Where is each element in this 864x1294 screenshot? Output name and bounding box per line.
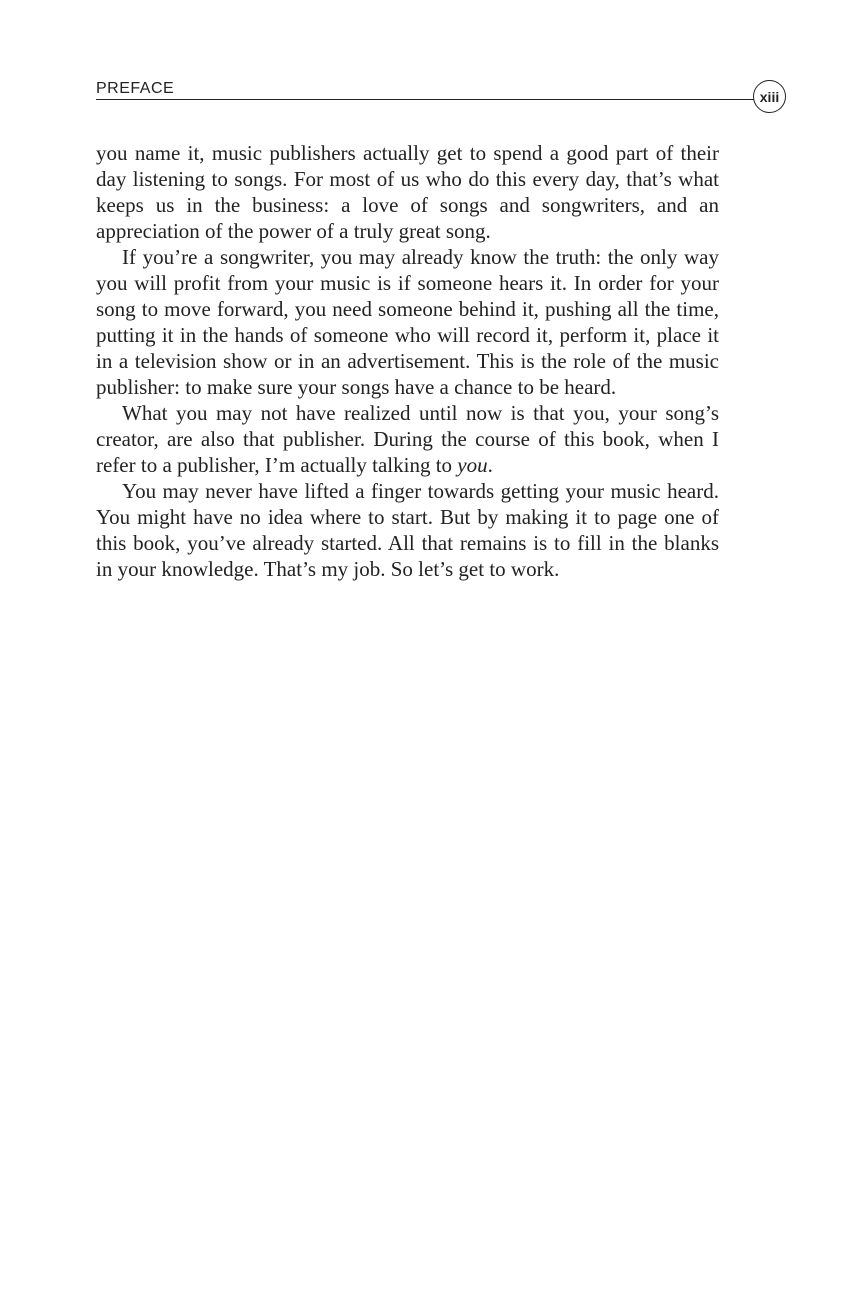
paragraph-4: You may never have lifted a finger towards getting your music heard. You might have no idea where to start. But by making it to page one of this book, you’ve already started. All that remains is to fill in the blanks in your knowledge. That’s my job. So let’s get to work. bbox=[96, 479, 719, 581]
paragraph-2: If you’re a songwriter, you may already know the truth: the only way you will profit from your music is if someone hears it. In order for your song to move forward, you need someone behind it, pushing all the time, putting it in the hands of someone who will record it, perform it, place it in a television show or in an advertisement. This is the role of the music publisher: to make sure your songs have a chance to be heard. bbox=[96, 245, 719, 399]
page-number: xiii bbox=[753, 80, 786, 113]
header-rule bbox=[96, 99, 756, 100]
body-text bbox=[96, 140, 719, 582]
paragraph-3-emphasis: you bbox=[457, 453, 488, 477]
paragraph-1: you name it, music publishers actually get to spend a good part of their day listening to songs. For most of us who do this every day, that’s what keeps us in the business: a love of songs and songwriters, and an appreciation of the power of a truly great song. bbox=[96, 141, 719, 243]
paragraph-3 bbox=[96, 400, 719, 478]
running-head-section: PREFACE bbox=[96, 80, 175, 97]
paragraph-3-text-after: . bbox=[487, 453, 493, 477]
paragraph-3-text-before: What you may not have realized until now is that you, your song’s creator, are also that publisher. During the course of this book, when I refer to a publisher, I’m actually talking to bbox=[96, 401, 719, 477]
running-head bbox=[96, 78, 790, 118]
